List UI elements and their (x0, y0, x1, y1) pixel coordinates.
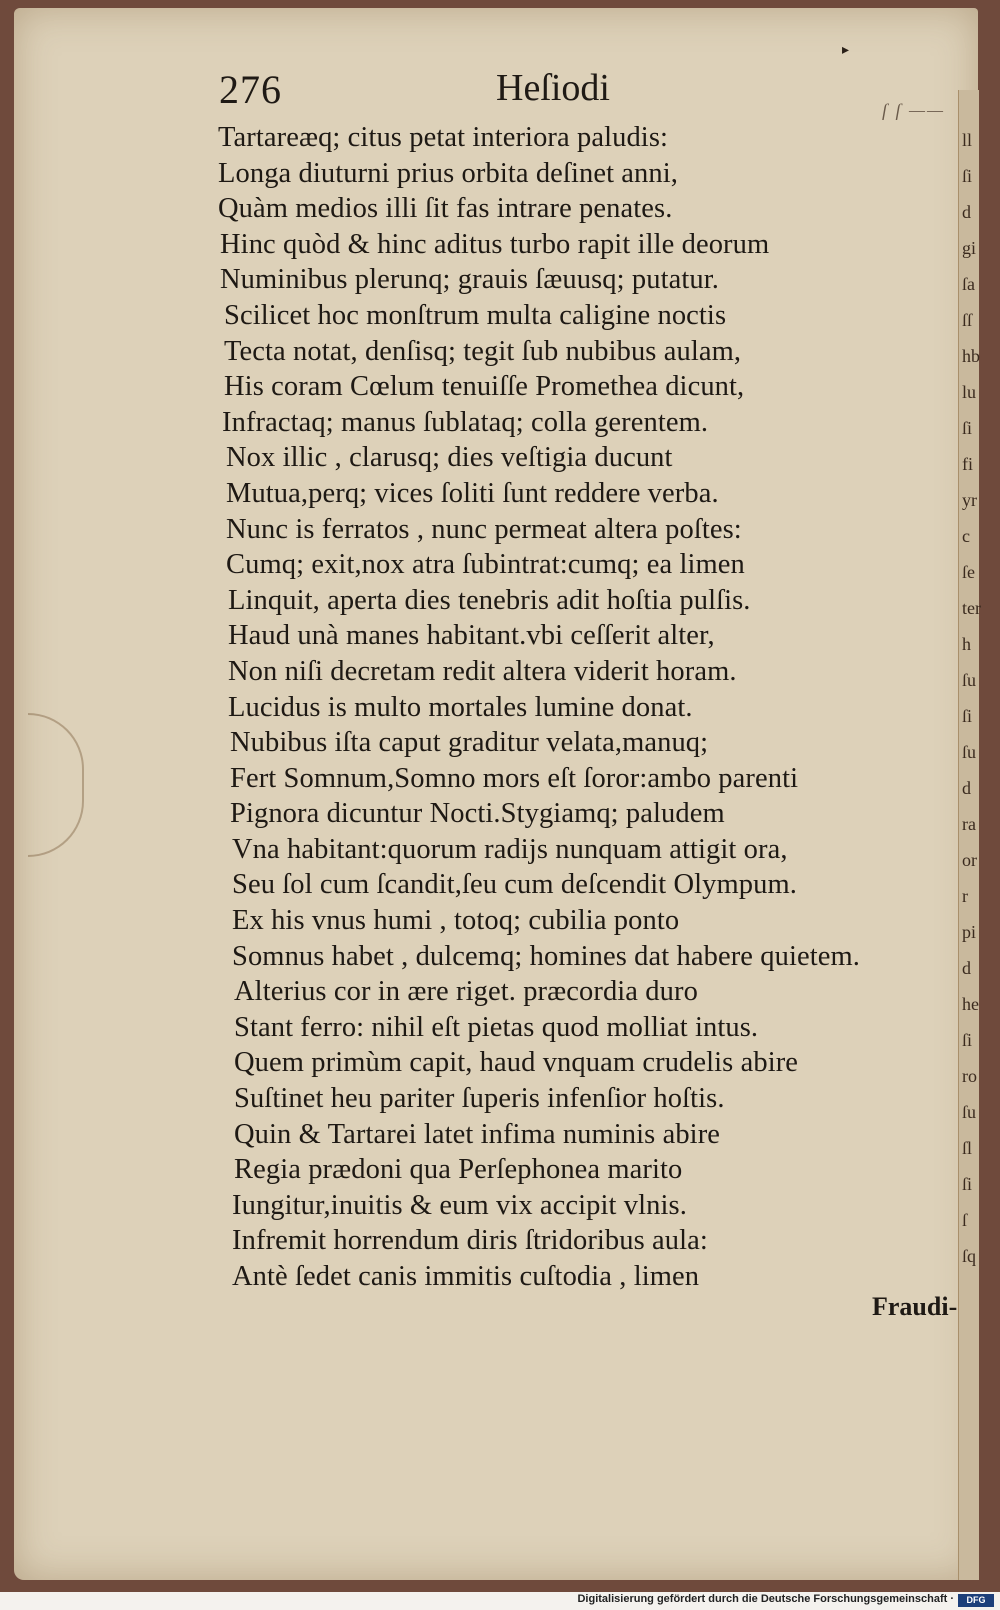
catchword: Fraudi- (872, 1292, 958, 1321)
edge-fragment: ſi (962, 1174, 973, 1194)
edge-fragment: d (962, 202, 971, 222)
verse-line: Stant ferro: nihil eſt pietas quod molliat intus. (234, 1011, 759, 1043)
verse-line: Haud unà manes habitant.vbi ceſſerit alter, (228, 620, 715, 652)
verse-line: Nubibus iſta caput graditur velata,manuq; (230, 727, 709, 759)
edge-fragment: ſu (962, 670, 977, 690)
edge-fragment: or (962, 850, 977, 870)
verse-line: Infremit horrendum diris ſtridoribus aula: (232, 1225, 708, 1257)
verse-line: Cumq; exit,nox atra ſubintrat:cumq; ea limen (226, 549, 745, 581)
edge-fragment: ſi (962, 706, 973, 726)
edge-fragment: ſi (962, 1030, 973, 1050)
verse-line: Quàm medios illi ſit fas intrare penates. (218, 193, 673, 225)
edge-fragment: ſq (962, 1246, 977, 1266)
funding-credit: Digitalisierung gefördert durch die Deutsche Forschungsgemeinschaft · (577, 1593, 954, 1605)
edge-fragment: fi (962, 454, 973, 474)
edge-fragment: he (962, 994, 979, 1014)
edge-fragment: ra (962, 814, 976, 834)
running-head: Heſiodi (496, 67, 610, 109)
digitization-footer (0, 1592, 1000, 1610)
edge-fragment: ter (962, 598, 981, 618)
edge-fragment: r (962, 886, 968, 906)
verse-line: Hinc quòd & hinc aditus turbo rapit ille deorum (220, 228, 770, 260)
verse-line: Seu ſol cum ſcandit,ſeu cum deſcendit Olympum. (232, 869, 797, 901)
page-number: 276 (219, 67, 282, 112)
corner-mark: ▸ (842, 43, 850, 58)
facing-page-edge (958, 90, 979, 1580)
edge-fragment: d (962, 778, 971, 798)
verse-line: Iungitur,inuitis & eum vix accipit vlnis. (232, 1189, 687, 1221)
verse-line: Linquit, aperta dies tenebris adit hoſtia pulſis. (228, 584, 751, 616)
verse-line: Nunc is ferratos , nunc permeat altera poſtes: (226, 513, 742, 545)
verse-line: Quem primùm capit, haud vnquam crudelis abire (234, 1047, 799, 1079)
verse-line: Scilicet hoc monſtrum multa caligine noctis (224, 299, 727, 331)
edge-fragment: c (962, 526, 970, 546)
verse-line: Regia prædoni qua Perſephonea marito (234, 1154, 683, 1186)
edge-fragment: ſl (962, 1138, 973, 1158)
verse-line: Fert Somnum,Somno mors eſt ſoror:ambo parenti (230, 762, 799, 794)
edge-fragment: pi (962, 922, 977, 942)
edge-fragment: ro (962, 1066, 977, 1086)
verse-line: Tecta notat, denſisq; tegit ſub nubibus aulam, (224, 335, 742, 367)
verse-line: Non niſi decretam redit altera viderit horam. (228, 655, 737, 687)
edge-fragment: ſi (962, 418, 973, 438)
verse-line: Tartareæq; citus petat interiora paludis: (218, 122, 669, 153)
clasp-impression (28, 713, 84, 857)
verse-line: Ex his vnus humi , totoq; cubilia ponto (232, 905, 680, 937)
edge-fragment: ll (962, 130, 973, 150)
edge-fragment: ſu (962, 742, 977, 762)
verse-line: Antè ſedet canis immitis cuſtodia , limen (232, 1261, 700, 1292)
verse-line: Lucidus is multo mortales lumine donat. (228, 691, 693, 723)
edge-fragment: ſe (962, 562, 975, 582)
edge-fragment: ſſ (962, 310, 973, 330)
verse-list (214, 120, 944, 1295)
edge-fragment: hb (962, 346, 980, 366)
book-page (14, 8, 978, 1580)
verse-line: His coram Cœlum tenuiſſe Promethea dicunt, (224, 371, 745, 403)
verse-line: Nox illic , clarusq; dies veſtigia ducunt (226, 442, 673, 474)
verse-line: Mutua,perq; vices ſoliti ſunt reddere verba. (226, 477, 719, 509)
handwritten-note: ſ ſ —— (882, 100, 946, 120)
verse-line: Suſtinet heu pariter ſuperis infenſior hoſtis. (234, 1083, 725, 1115)
verse-line: Alterius cor in ære riget. præcordia duro (234, 976, 698, 1008)
verse-line: Numinibus plerunq; grauis ſæuusq; putatur. (220, 264, 719, 296)
verse-line: Longa diuturni prius orbita deſinet anni, (218, 157, 679, 189)
edge-fragment: ſi (962, 166, 973, 186)
edge-fragment: ſa (962, 274, 975, 294)
verse-line: Somnus habet , dulcemq; homines dat habere quietem. (232, 940, 860, 972)
edge-fragment: h (962, 634, 971, 654)
edge-fragment: ſu (962, 1102, 977, 1122)
edge-fragment: d (962, 958, 971, 978)
edge-fragment: yr (962, 490, 977, 510)
verse-line: Pignora dicuntur Nocti.Stygiamq; paludem (230, 798, 725, 830)
verse-line: Vna habitant:quorum radijs nunquam attigit ora, (232, 833, 788, 865)
verse-line: Quin & Tartarei latet infima numinis abire (234, 1118, 721, 1150)
dfg-logo: DFG (958, 1594, 994, 1607)
edge-fragment: ſ (962, 1210, 968, 1230)
verse-line: Infractaq; manus ſublataq; colla gerentem. (222, 406, 709, 438)
edge-fragment: gi (962, 238, 977, 258)
edge-fragment: lu (962, 382, 977, 402)
